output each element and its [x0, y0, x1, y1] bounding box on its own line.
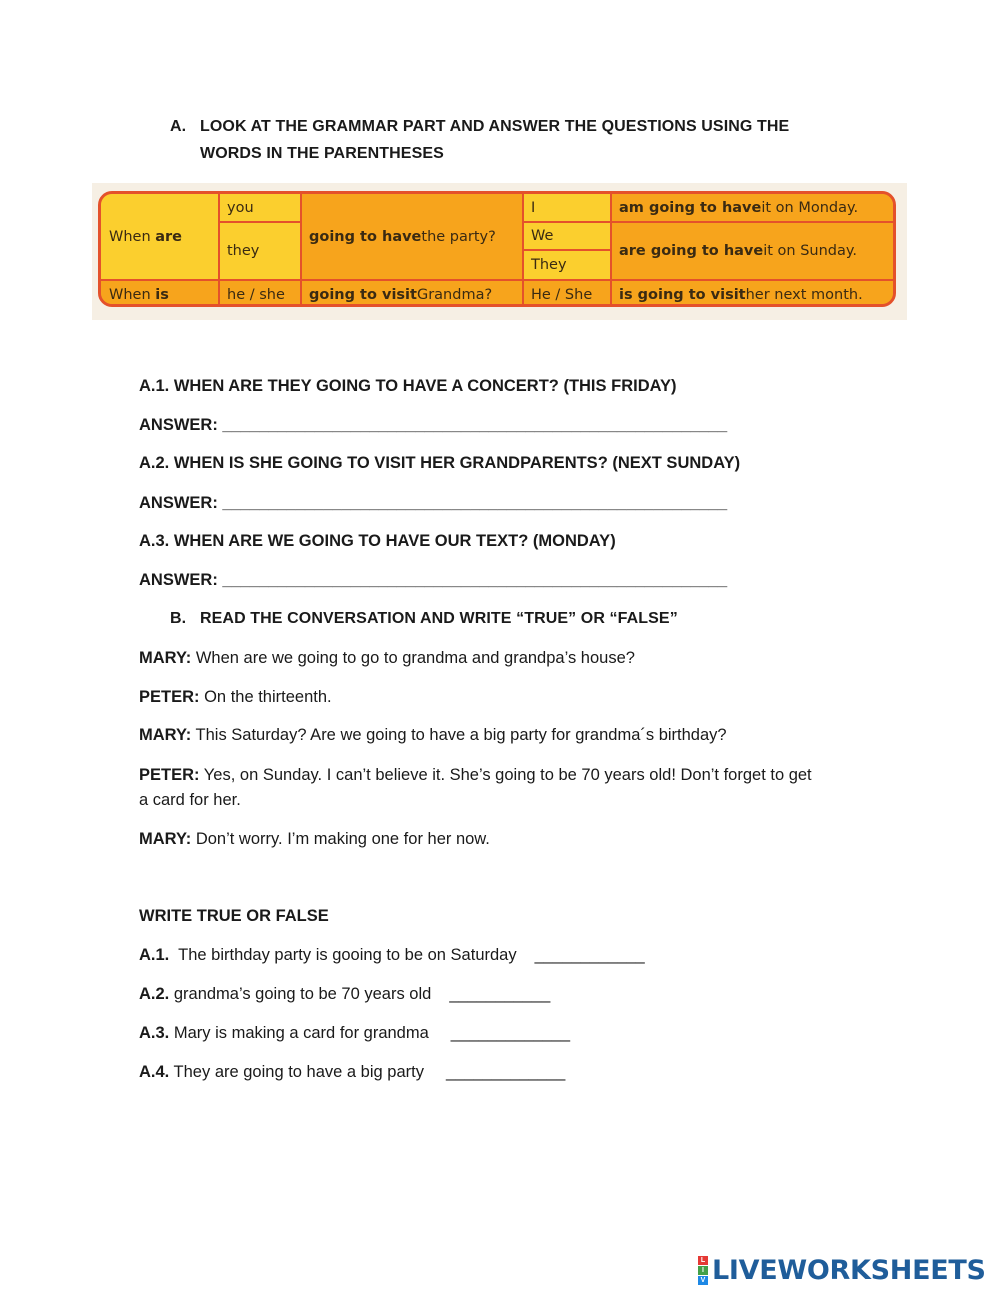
answer-row-a1: [139, 416, 727, 435]
question-a2: A.2. WHEN IS SHE GOING TO VISIT HER GRANDPARENTS? (NEXT SUNDAY): [139, 454, 741, 472]
when-is-cell: [101, 280, 219, 307]
conversation-line: [139, 830, 490, 849]
I-cell: I: [523, 194, 611, 222]
tf-blank[interactable]: ___________: [449, 985, 551, 1003]
tf-text: The birthday party is gooing to be on Saturday: [169, 946, 517, 964]
conversation-line: [139, 766, 812, 785]
grammar-table: [98, 191, 896, 307]
table-divider: [218, 194, 220, 304]
line-text: On the thirteenth.: [199, 688, 332, 706]
tf-text: Mary is making a card for grandma: [169, 1024, 429, 1042]
line-text: Don’t worry. I’m making one for her now.: [191, 830, 490, 848]
section-a-heading: [170, 118, 789, 136]
tf-num: A.2.: [139, 985, 170, 1003]
table-divider: [523, 249, 611, 251]
He-She-cell: He / She: [523, 280, 611, 307]
tf-text: grandma’s going to be 70 years old: [169, 985, 432, 1003]
answer-row-a2: [139, 494, 727, 513]
answer-blank[interactable]: _______________________________________________________: [222, 416, 728, 434]
true-false-title: WRITE TRUE OR FALSE: [139, 907, 329, 925]
liveworksheets-logo: [698, 1255, 986, 1285]
logo-text: LIVEWORKSHEETS: [712, 1254, 986, 1286]
question-a3: A.3. WHEN ARE WE GOING TO HAVE OUR TEXT? (MONDAY): [139, 532, 616, 550]
tf-num: A.1.: [139, 946, 170, 964]
he-she-cell: he / she: [219, 280, 301, 307]
conversation-line: [139, 688, 332, 707]
section-a-title-line2: WORDS IN THE PARENTHESES: [200, 145, 444, 162]
on-sunday-label: it on Sunday.: [763, 243, 858, 259]
logo-blocks-icon: [698, 1256, 708, 1285]
going-to-visit-cell: [301, 280, 523, 307]
grammar-table-image: [92, 183, 907, 320]
line-text: This Saturday? Are we going to have a big party for grandma´s birthday?: [191, 726, 727, 744]
conversation-line-continued: a card for her.: [139, 791, 241, 809]
speaker: PETER:: [139, 766, 200, 784]
table-divider: [300, 194, 302, 304]
answer-label: ANSWER:: [139, 571, 218, 589]
grandma-label: Grandma?: [416, 287, 493, 303]
going-to-have-cell: [301, 194, 523, 280]
section-b-heading: [170, 610, 678, 628]
going-to-have-label: going to have: [309, 229, 422, 245]
tf-item: [139, 1063, 565, 1082]
logo-block: V: [698, 1276, 708, 1285]
are-label: are: [155, 229, 183, 245]
answer-label: ANSWER:: [139, 494, 218, 512]
tf-text: They are going to have a big party: [169, 1063, 424, 1081]
they-cell: they: [219, 222, 301, 280]
answer-row-a3: [139, 571, 727, 590]
section-a-letter: A.: [170, 118, 187, 135]
logo-block: L: [698, 1256, 708, 1265]
tf-blank[interactable]: _____________: [450, 1024, 571, 1042]
line-text: When are we going to go to grandma and grandpa’s house?: [191, 649, 635, 667]
speaker: MARY:: [139, 649, 192, 667]
tf-blank[interactable]: _____________: [445, 1063, 566, 1081]
section-b-title: READ THE CONVERSATION AND WRITE “TRUE” OR “FALSE”: [200, 610, 678, 627]
when-are-cell: [101, 194, 219, 280]
is-label: is: [155, 287, 169, 303]
the-party-label: the party?: [421, 229, 496, 245]
table-divider: [101, 279, 893, 281]
They-cell: They: [523, 250, 611, 280]
is-going-cell: [611, 280, 896, 307]
question-a1: A.1. WHEN ARE THEY GOING TO HAVE A CONCERT? (THIS FRIDAY): [139, 377, 677, 395]
section-b-letter: B.: [170, 610, 187, 627]
going-to-visit-label: going to visit: [309, 287, 417, 303]
answer-label: ANSWER:: [139, 416, 218, 434]
answer-blank[interactable]: _______________________________________________________: [222, 494, 728, 512]
tf-item: [139, 985, 550, 1004]
speaker: PETER:: [139, 688, 200, 706]
am-going-to-have-label: am going to have: [619, 200, 762, 216]
conversation-line: [139, 726, 727, 745]
line-text: Yes, on Sunday. I can’t believe it. She’s going to be 70 years old! Don’t forget to get: [199, 766, 812, 784]
answer-blank[interactable]: _______________________________________________________: [222, 571, 728, 589]
tf-num: A.3.: [139, 1024, 170, 1042]
you-cell: you: [219, 194, 301, 222]
tf-item: [139, 1024, 570, 1043]
We-cell: We: [523, 222, 611, 250]
tf-item: [139, 946, 645, 965]
table-divider: [219, 221, 301, 223]
next-month-label: her next month.: [745, 287, 863, 303]
on-monday-label: it on Monday.: [761, 200, 859, 216]
tf-num: A.4.: [139, 1063, 170, 1081]
is-going-to-visit-label: is going to visit: [619, 287, 746, 303]
logo-block: I: [698, 1266, 708, 1275]
speaker: MARY:: [139, 726, 192, 744]
are-going-to-have-label: are going to have: [619, 243, 764, 259]
section-a-title-line1: LOOK AT THE GRAMMAR PART AND ANSWER THE QUESTIONS USING THE: [200, 118, 790, 135]
when-label: When: [109, 229, 151, 245]
tf-blank[interactable]: ____________: [534, 946, 645, 964]
table-divider: [523, 221, 896, 223]
speaker: MARY:: [139, 830, 192, 848]
are-going-cell: [611, 222, 896, 280]
when-label-2: When: [109, 287, 151, 303]
conversation-line: [139, 649, 635, 668]
am-going-cell: [611, 194, 896, 222]
